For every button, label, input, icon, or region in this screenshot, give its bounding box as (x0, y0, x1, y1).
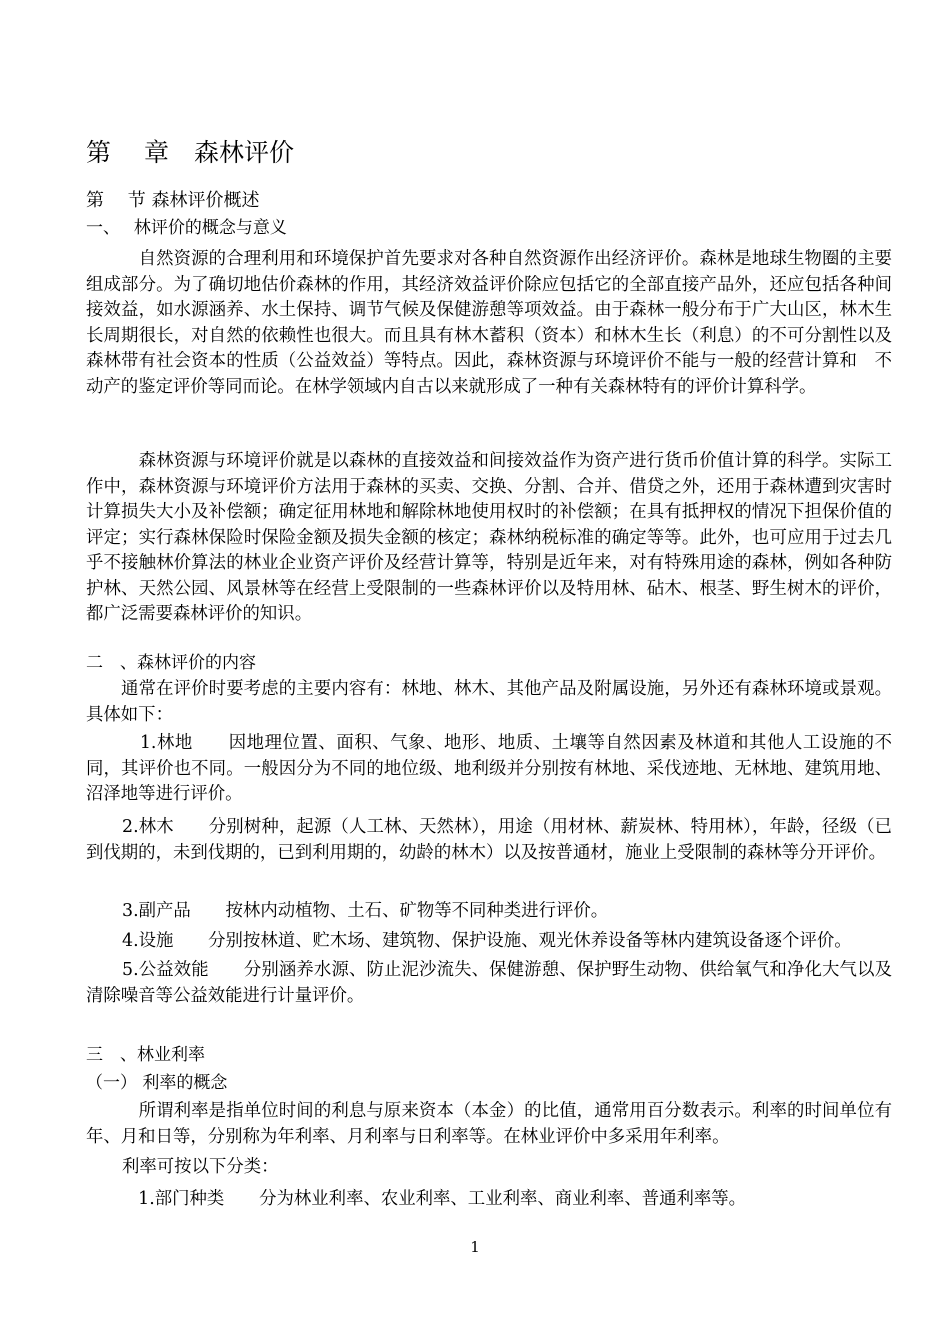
paragraph-forest-trees: 2.林木 分别树种，起源（人工林、天然林），用途（用材林、薪炭林、特用林），年龄，径级（已到伐期的，未到伐期的，已到利用期的，幼龄的林木）以及按普通材，施业上受限制的森林等分开评价。 (86, 817, 895, 863)
paragraph-by-products: 3.副产品 按林内动植物、土石、矿物等不同种类进行评价。 (122, 901, 617, 921)
paragraph-facilities: 4.设施 分别按林道、贮木场、建筑物、保护设施、观光休养设备等林内建筑设备逐个评价。 (122, 931, 861, 951)
heading-interest-rate: 三 、林业利率 (86, 1045, 222, 1065)
page-number: 1 (470, 1238, 480, 1256)
section-title: 第 节 森林评价概述 (86, 190, 278, 211)
paragraph-content-overview: 通常在评价时要考虑的主要内容有：林地、林木、其他产品及附属设施，另外还有森林环境或景观。具体如下： (86, 679, 892, 725)
paragraph-public-benefits: 5.公益效能 分别涵养水源、防止泥沙流失、保健游憩、保护野生动物、供给氧气和净化大气以及清除噪音等公益效能进行计量评价。 (86, 960, 892, 1006)
heading-concept: 一、 林评价的概念与意义 (86, 218, 304, 238)
chapter-title: 第 章 森林评价 (86, 138, 319, 167)
paragraph-sector-types: 1.部门种类 分为林业利率、农业利率、工业利率、商业利率、普通利率等。 (86, 1189, 755, 1209)
paragraph-rate-definition: 所谓利率是指单位时间的利息与原来资本（本金）的比值，通常用百分数表示。利率的时间单位有年、月和日等，分别称为年利率、月利率与日利率等。在林业评价中多采用年利率。 (86, 1101, 892, 1147)
paragraph-definition: 森林资源与环境评价就是以森林的直接效益和间接效益作为资产进行货币价值计算的科学。实际工作中，森林资源与环境评价方法用于森林的买卖、交换、分割、合并、借贷之外，还用于森林遭到灾害时计算损失大小及补偿额；确定征用林地和解除林地使用权时的补偿额；在具有抵押权的情况下担保价值的评定；实行森林保险时保险金额及损失金额的核定；森林纳税标准的确定等等。此外，也可应用于过去几乎不接触林价算法的林业企业资产评价及经营计算等，特别是近年来，对有特殊用途的森林，例如各种防护林、天然公园、风景林等在经营上受限制的一些森林评价以及特用林、砧木、根茎、野生树木的评价，都广泛需要森林评价的知识。 (86, 451, 892, 624)
paragraph-intro: 自然资源的合理利用和环境保护首先要求对各种自然资源作出经济评价。森林是地球生物圈的主要组成部分。为了确切地估价森林的作用，其经济效益评价除应包括它的全部直接产品外，还应包括各种间接效益，如水源涵养、水土保持、调节气候及保健游憩等项效益。由于森林一般分布于广大山区，林木生长周期很长，对自然的依赖性也很大。而且具有林木蓄积（资本）和林木生长（利息）的不可分割性以及森林带有社会资本的性质（公益效益）等特点。因此，森林资源与环境评价不能与一般的经营计算和 不动产的鉴定评价等同而论。在林学领域内自古以来就形成了一种有关森林特有的评价计算科学。 (86, 249, 892, 397)
blank-line-mark (86, 1014, 892, 1040)
heading-rate-concept: （一） 利率的概念 (86, 1073, 245, 1093)
heading-content: 二 、森林评价的内容 (86, 653, 273, 673)
paragraph-forest-land: 1.林地 因地理位置、面积、气象、地形、地质、土壤等自然因素及林道和其他人工设施的不同，其评价也不同。一般因分为不同的地位级、地利级并分别按有林地、采伐迹地、无林地、建筑用地、沼泽地等进行评价。 (86, 733, 892, 804)
paragraph-rate-classification: 利率可按以下分类： (122, 1157, 288, 1177)
